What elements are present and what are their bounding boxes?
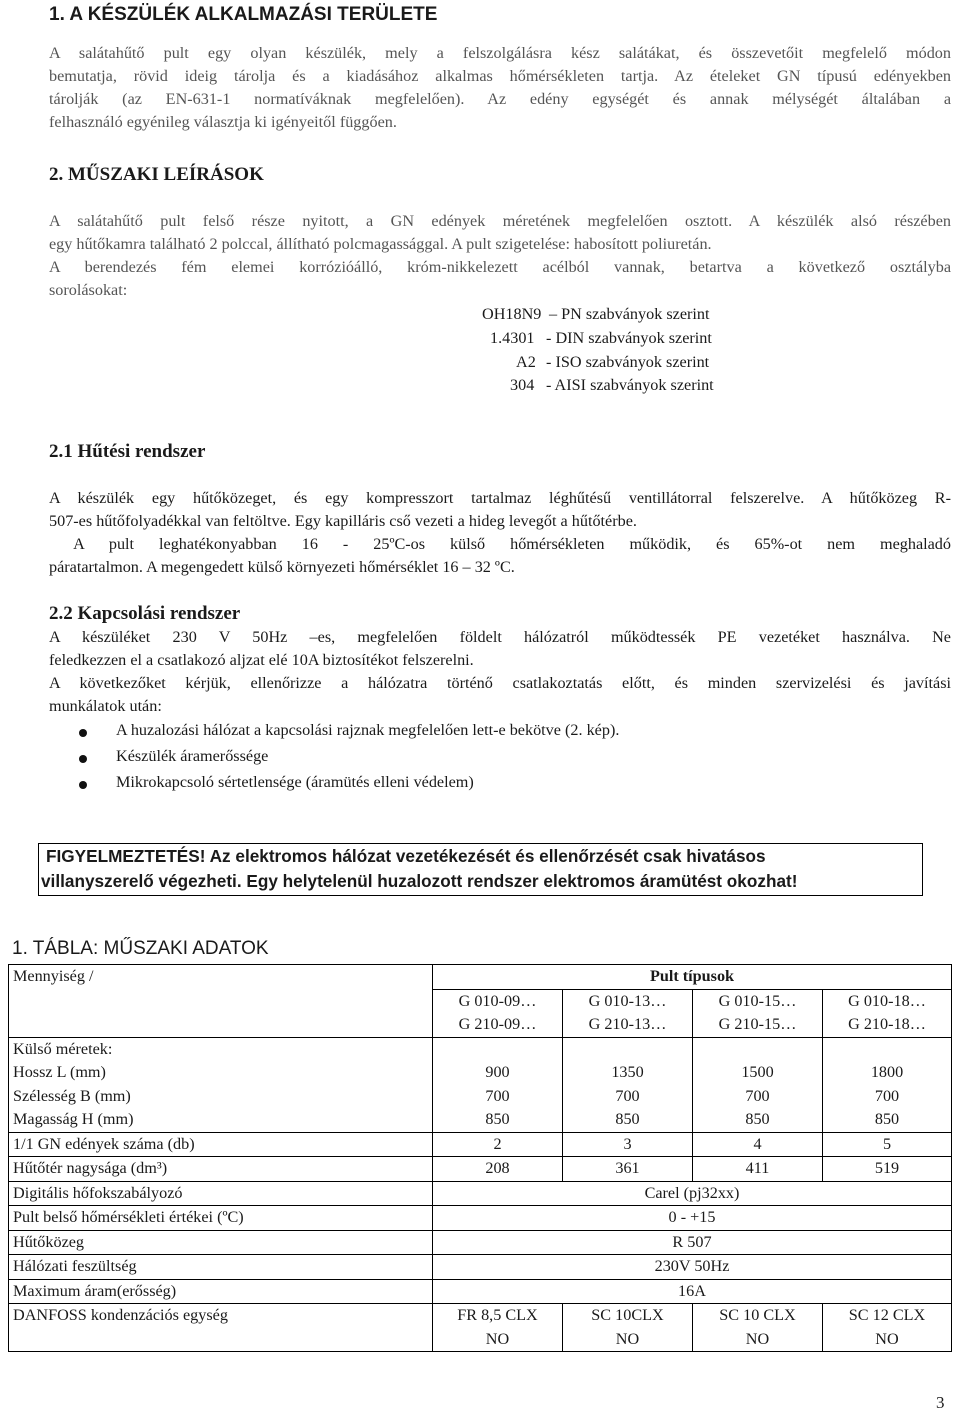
paragraph-line: A készüléket 230 V 50Hz –es, megfelelően földelt hálózatról működtessék PE vezetéket használva. Ne [49,628,951,646]
table-group-header: Pult típusok [433,965,952,990]
standard-text: PN szabványok szerint [561,305,710,323]
table-row [9,1181,952,1206]
dims-value: 900 [485,1063,510,1081]
table-cell [693,1304,823,1352]
table-row [9,1037,952,1132]
paragraph-line: felhasználó egyénileg választja ki igényeitől függően. [49,113,397,131]
page-number: 3 [936,1393,945,1412]
table-label-cell: Hűtőtér nagysága (dm³) [9,1157,433,1182]
standard-sep: – [549,305,562,323]
model-line: G 010-18… [848,991,926,1010]
dims-label: Hossz L (mm) [13,1063,106,1081]
model-cell [823,989,952,1037]
condenser-model: SC 12 CLX [848,1306,926,1324]
dims-value: 850 [615,1110,640,1128]
table-corner-cell [9,965,433,1038]
table-merged-cell: R 507 [433,1230,952,1255]
table-cell: 361 [563,1157,693,1182]
model-cell [693,989,823,1037]
paragraph-line: sorolásokat: [49,281,128,299]
table-cell [823,1037,952,1132]
table-cell: 411 [693,1157,823,1182]
table-row [9,1255,952,1280]
standard-row [490,329,712,348]
paragraph-line: bemutatja, rövid ideig tárolja és a kiadásához alkalmas hőmérsékleten tartja. Az ételeket GN típusú edényekben [49,67,951,85]
table-row [9,1230,952,1255]
paragraph-line: A pult leghatékonyabban 16 - 25ºC-os külső hőmérsékleten működik, és 65%-ot nem meghaladó [49,535,951,553]
table-cell: 5 [823,1132,952,1157]
table-cell: 2 [433,1132,563,1157]
dims-label: Szélesség B (mm) [13,1086,131,1105]
table-label-cell: Maximum áram(erősség) [9,1279,433,1304]
table-cell: 208 [433,1157,563,1182]
dims-value: 850 [745,1110,770,1128]
model-cell [433,989,563,1037]
standard-sep: - [546,353,556,371]
dims-value: 1350 [611,1063,644,1081]
table-label-cell: Hálózati feszültség [9,1255,433,1280]
table-merged-cell: 16A [433,1279,952,1304]
bullet-icon [79,729,87,737]
section-1-heading: 1. A KÉSZÜLÉK ALKALMAZÁSI TERÜLETE [49,4,438,25]
table-row [9,1304,952,1352]
table-cell: 519 [823,1157,952,1182]
table-row [9,1206,952,1231]
section-2-1-heading: 2.1 Hűtési rendszer [49,441,206,462]
model-line: G 210-09… [458,1015,537,1033]
standard-text: ISO szabványok szerint [555,353,710,371]
standard-text: DIN szabványok szerint [555,329,712,347]
list-item: Készülék áramerőssége [116,747,269,765]
table-merged-cell: 230V 50Hz [433,1255,952,1280]
dims-value: 850 [485,1110,510,1128]
standard-code: 304 [510,376,535,394]
standard-code: 1.4301 [490,329,535,347]
dims-value: 700 [615,1086,640,1105]
paragraph-line: A készülék egy hűtőközeget, és egy kompresszort tartalmaz léghűtésű ventillátorral felszerelve. A hűtőközeg R- [49,489,951,507]
corner-label: Mennyiség / [13,967,94,985]
section-2-1-paragraph [49,487,951,579]
table-row [9,1279,952,1304]
table-row [9,1157,952,1182]
table-label-cell: Hűtőközeg [9,1230,433,1255]
standard-code: OH18N9 [482,305,542,323]
table-row [9,1132,952,1157]
table-merged-cell: 0 - +15 [433,1206,952,1231]
list-item: Mikrokapcsoló sértetlensége (áramütés elleni védelem) [116,773,474,791]
condenser-model: SC 10CLX [591,1306,664,1324]
model-cell [563,989,693,1037]
section-2-paragraph [49,210,951,302]
condenser-suffix: NO [745,1329,770,1348]
paragraph-line: A salátahűtő pult felső része nyitott, a GN edények méretének megfelelően osztott. A készülék alsó részében [49,212,951,230]
table-cell [823,1304,952,1352]
table-label-cell: Pult belső hőmérsékleti értékei (ºC) [9,1206,433,1231]
model-line: G 210-15… [718,1015,797,1033]
dims-label: Külső méretek: [13,1039,113,1058]
standard-code: A2 [516,353,536,371]
section-2-2-paragraph [49,626,951,718]
table-cell: 3 [563,1132,693,1157]
dims-value: 700 [745,1086,770,1105]
dims-value: 1500 [741,1063,774,1081]
paragraph-line: páratartalmon. A megengedett külső környezeti hőmérséklet 16 – 32 ºC. [49,558,515,576]
table-cell: 4 [693,1132,823,1157]
model-line: G 010-15… [718,991,797,1010]
warning-box [38,843,923,896]
section-2-heading: 2. MŰSZAKI LEÍRÁSOK [49,164,264,185]
table-cell [563,1304,693,1352]
dims-value: 700 [874,1086,900,1105]
condenser-suffix: NO [615,1329,640,1348]
model-line: G 210-18… [848,1015,926,1033]
paragraph-line: 507-es hűtőfolyadékkal van feltöltve. Egy kapilláris cső vezeti a hideg levegőt a hűtőtérbe. [49,512,637,530]
condenser-suffix: NO [875,1329,899,1348]
table-cell [433,1304,563,1352]
dims-value: 850 [874,1110,900,1128]
table-header-row [9,965,952,990]
table-label-cell: Digitális hőfokszabályozó [9,1181,433,1206]
table-label-cell: 1/1 GN edények száma (db) [9,1132,433,1157]
standard-text: AISI szabványok szerint [554,376,714,394]
table-cell [563,1037,693,1132]
condenser-model: SC 10 CLX [719,1306,796,1324]
paragraph-line: munkálatok után: [49,697,162,715]
table-label-cell [9,1037,433,1132]
table-label-cell: DANFOSS kondenzációs egység [9,1304,433,1352]
condenser-model: FR 8,5 CLX [457,1306,538,1324]
warning-line: villanyszerelő végezheti. Egy helytelenül huzalozott rendszer elektromos áramütést okozhat! [41,871,798,891]
paragraph-line: A salátahűtő pult egy olyan készülék, mely a felszolgálásra kész salátákat, és összevetőit megfelelő módon [49,44,951,62]
section-2-2-heading: 2.2 Kapcsolási rendszer [49,603,241,624]
table-cell [693,1037,823,1132]
model-line: G 010-09… [458,991,537,1010]
model-line: G 210-13… [588,1015,667,1033]
paragraph-line: A berendezés fém elemei korrózióálló, króm-nikkelezett acélból vannak, betartva a következő osztályba [49,258,951,276]
bullet-icon [79,755,87,763]
dims-value: 1800 [870,1063,904,1081]
paragraph-line: tárolják (az EN-631-1 normatíváknak megfelelően). Az edény egységét és annak mélységét általában a [49,90,951,108]
standard-row [482,305,710,324]
paragraph-line: egy hűtőkamra található 2 polccal, állítható polcmagassággal. A pult szigetelése: habosított poliuretán. [49,235,712,253]
table-merged-cell: Carel (pj32xx) [433,1181,952,1206]
standard-sep: - [546,329,556,347]
section-1-paragraph [49,42,951,134]
list-item: A huzalozási hálózat a kapcsolási rajznak megfelelően lett-e bekötve (2. kép). [116,721,620,739]
warning-line: FIGYELMEZTETÉS! Az elektromos hálózat vezetékezését és ellenőrzését csak hivatásos [46,846,766,866]
table-caption: 1. TÁBLA: MŰSZAKI ADATOK [12,938,269,959]
paragraph-line: A következőket kérjük, ellenőrizze a hálózatra történő csatlakoztatás előtt, és minden szervizelési és javítási [49,674,951,692]
dims-label: Magasság H (mm) [13,1110,134,1128]
model-line: G 010-13… [588,991,667,1010]
paragraph-line: feledkezzen el a csatlakozó aljzat elé 10A biztosítékot felszerelni. [49,651,474,669]
standard-row [510,376,714,395]
spec-table [8,964,952,1352]
standard-row [516,353,709,372]
standard-sep: - [546,376,555,394]
dims-value: 700 [485,1086,510,1105]
table-cell [433,1037,563,1132]
bullet-icon [79,781,87,789]
condenser-suffix: NO [485,1329,510,1348]
